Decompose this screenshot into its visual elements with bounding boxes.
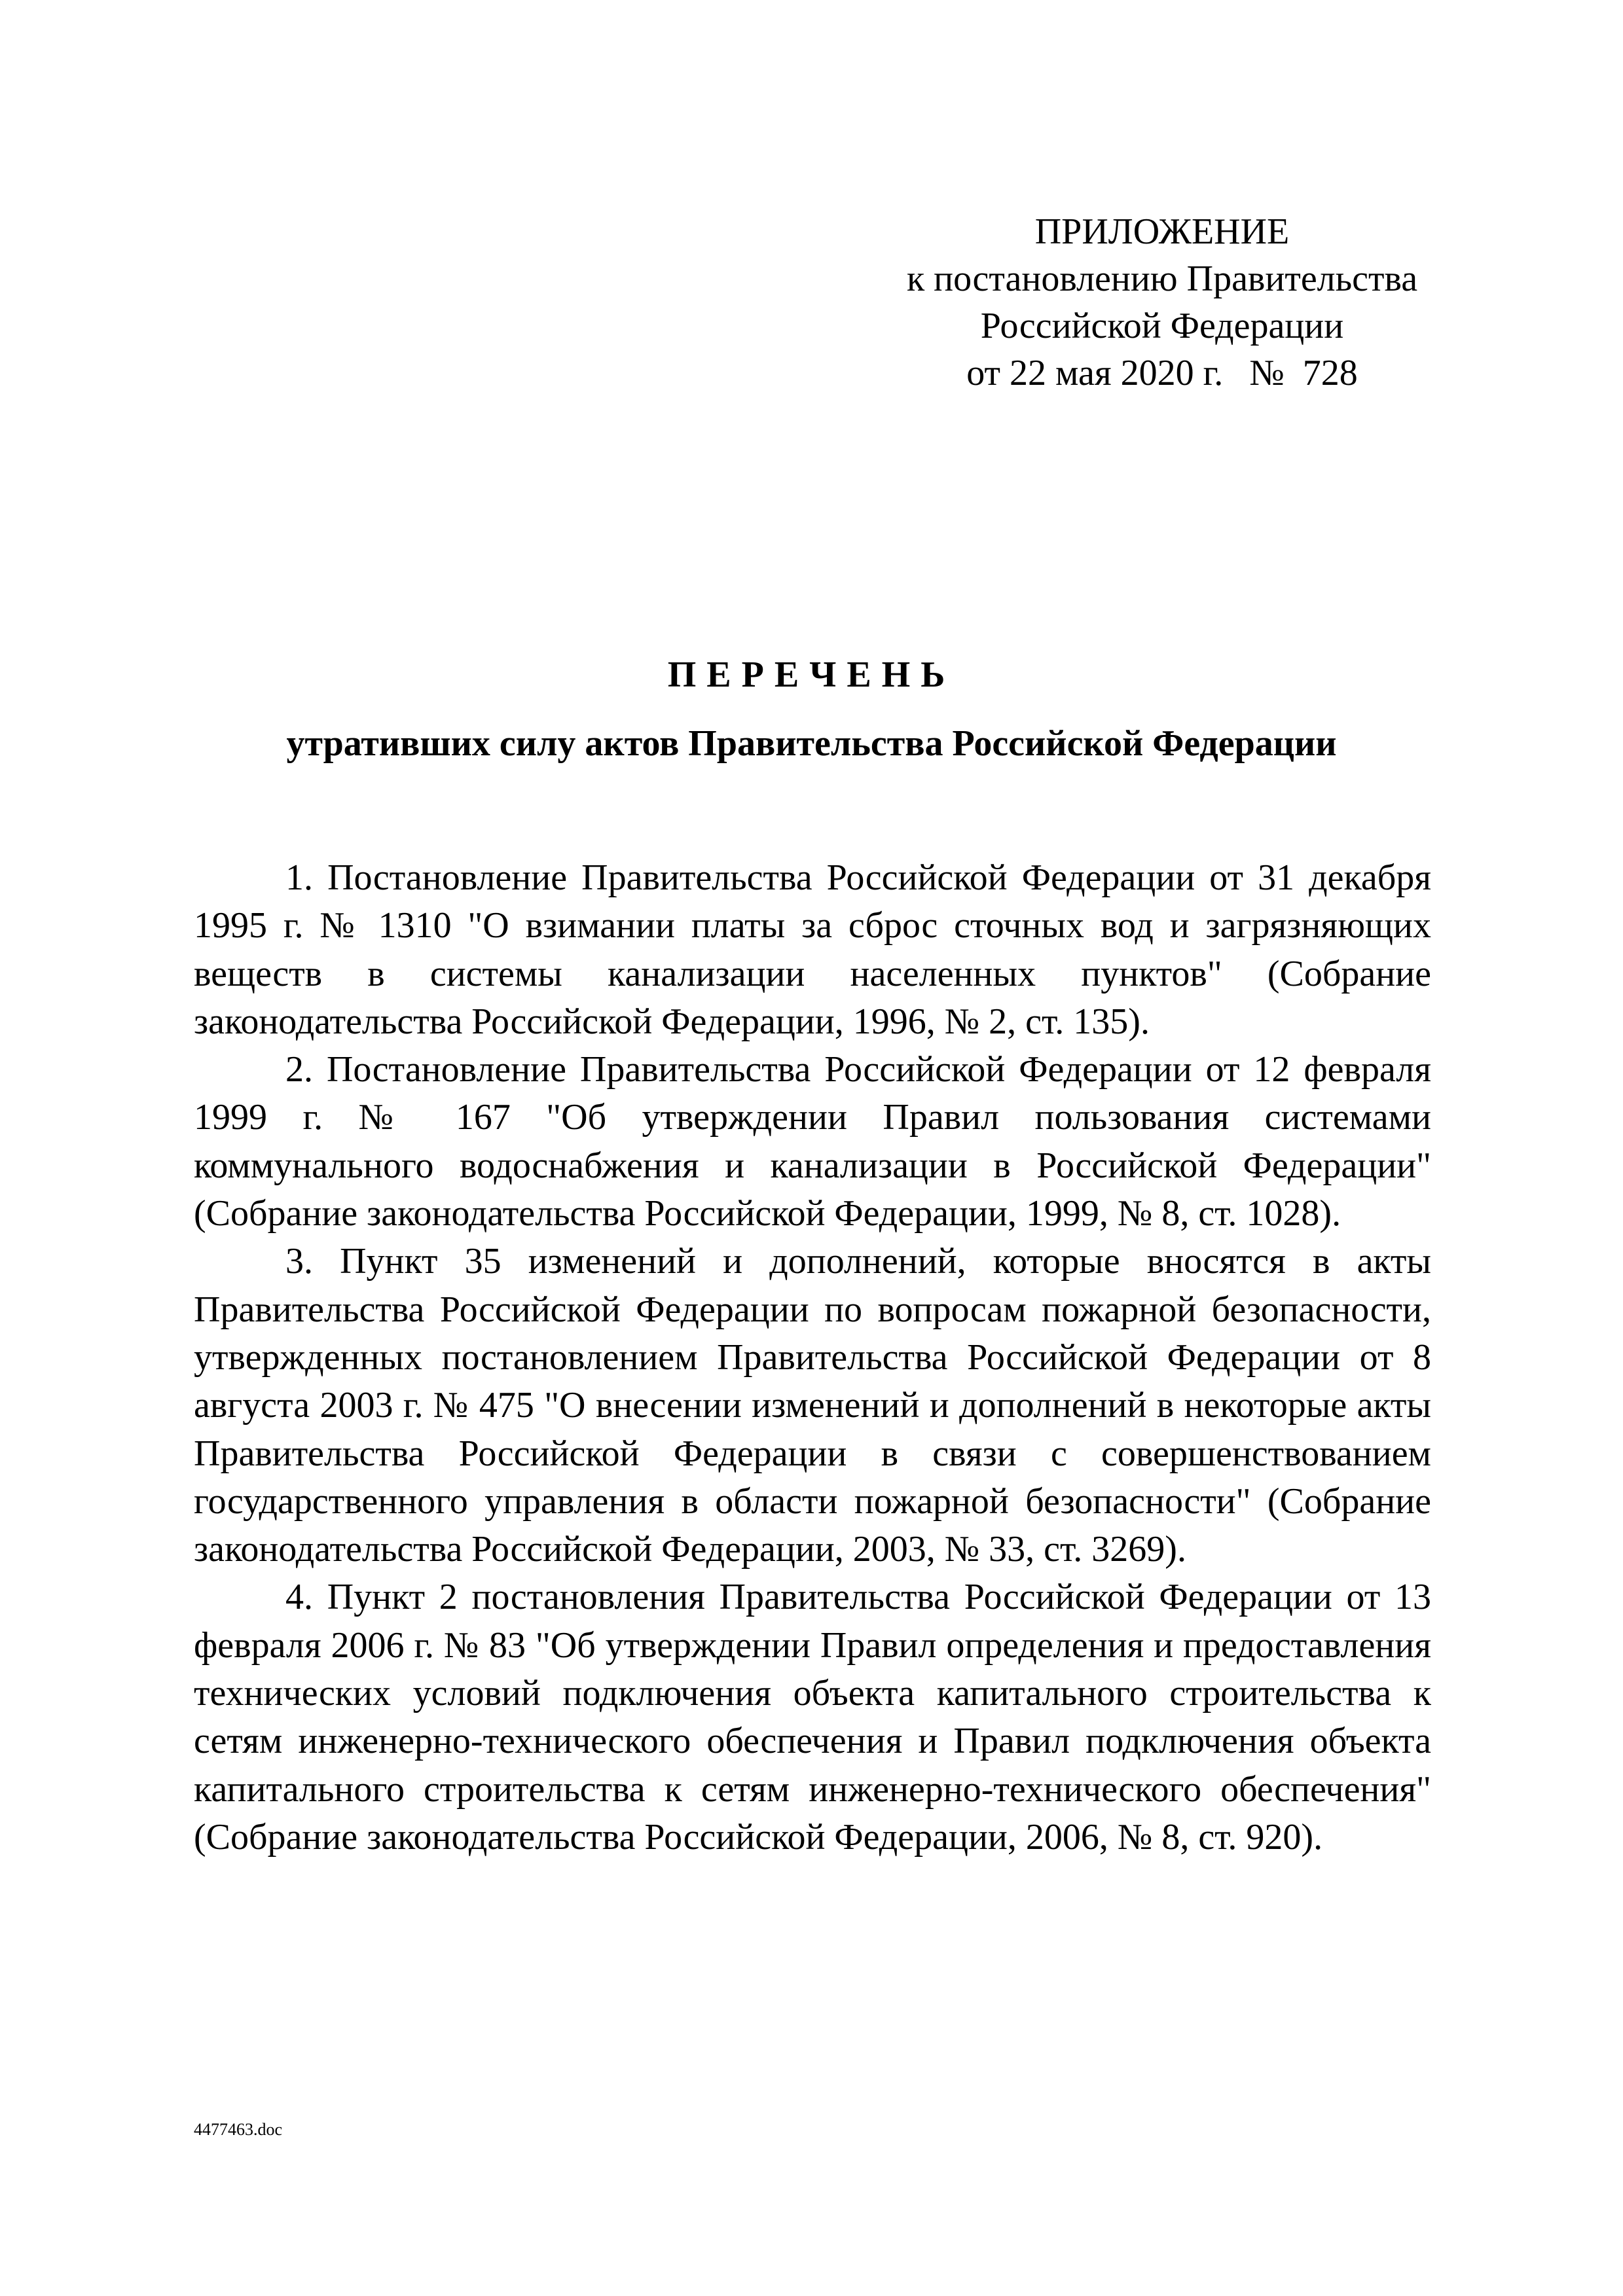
appendix-date: от 22 мая 2020 г.: [966, 353, 1224, 393]
appendix-title: ПРИЛОЖЕНИЕ: [1034, 211, 1290, 252]
list-item: 4. Пункт 2 постановления Правительства Российской Федерации от 13 февраля 2006 г. № 83 "Об утверждении Правил определения и предоставления технических условий подключения объекта капитального строительства к сетям инженерно-технического обеспечения и Правил подключения объекта капитального строительства к сетям инженерно-технического обеспечения" (Собрание законодательства Российской Федерации, 2006, № 8, ст. 920).: [194, 1577, 1431, 1857]
appendix-line-1: к постановлению Правительства: [906, 259, 1418, 299]
appendix-header: [831, 208, 1493, 397]
list-item: 3. Пункт 35 изменений и дополнений, которые вносятся в акты Правительства Российской Федерации по вопросам пожарной безопасности, утвержденных постановлением Правительства Российской Федерации от 8 августа 2003 г. № 475 "О внесении изменений и дополнений в некоторые акты Правительства Российской Федерации в связи с совершенствованием государственного управления в области пожарной безопасности" (Собрание законодательства Российской Федерации, 2003, № 33, ст. 3269).: [194, 1241, 1431, 1570]
list-item: 2. Постановление Правительства Российской Федерации от 12 февраля 1999 г. № 167 "Об утверждении Правил пользования системами коммунального водоснабжения и канализации в Российской Федерации" (Собрание законодательства Российской Федерации, 1999, № 8, ст. 1028).: [194, 1049, 1431, 1234]
document-subtitle: утративших силу актов Правительства Российской Федерации: [286, 723, 1337, 764]
appendix-date-line: [831, 350, 1493, 397]
footer-filename: 4477463.doc: [194, 2120, 283, 2139]
appendix-number: 728: [1302, 353, 1358, 393]
list-item: 1. Постановление Правительства Российской Федерации от 31 декабря 1995 г. № 1310 "О взимании платы за сброс сточных вод и загрязняющих веществ в системы канализации населенных пунктов" (Собрание законодательства Российской Федерации, 1996, № 2, ст. 135).: [194, 857, 1431, 1042]
document-body: [194, 854, 1431, 1861]
document-title: ПЕРЕЧЕНЬ: [667, 655, 956, 695]
appendix-number-sign: №: [1249, 353, 1285, 393]
appendix-line-2: Российской Федерации: [980, 306, 1344, 346]
